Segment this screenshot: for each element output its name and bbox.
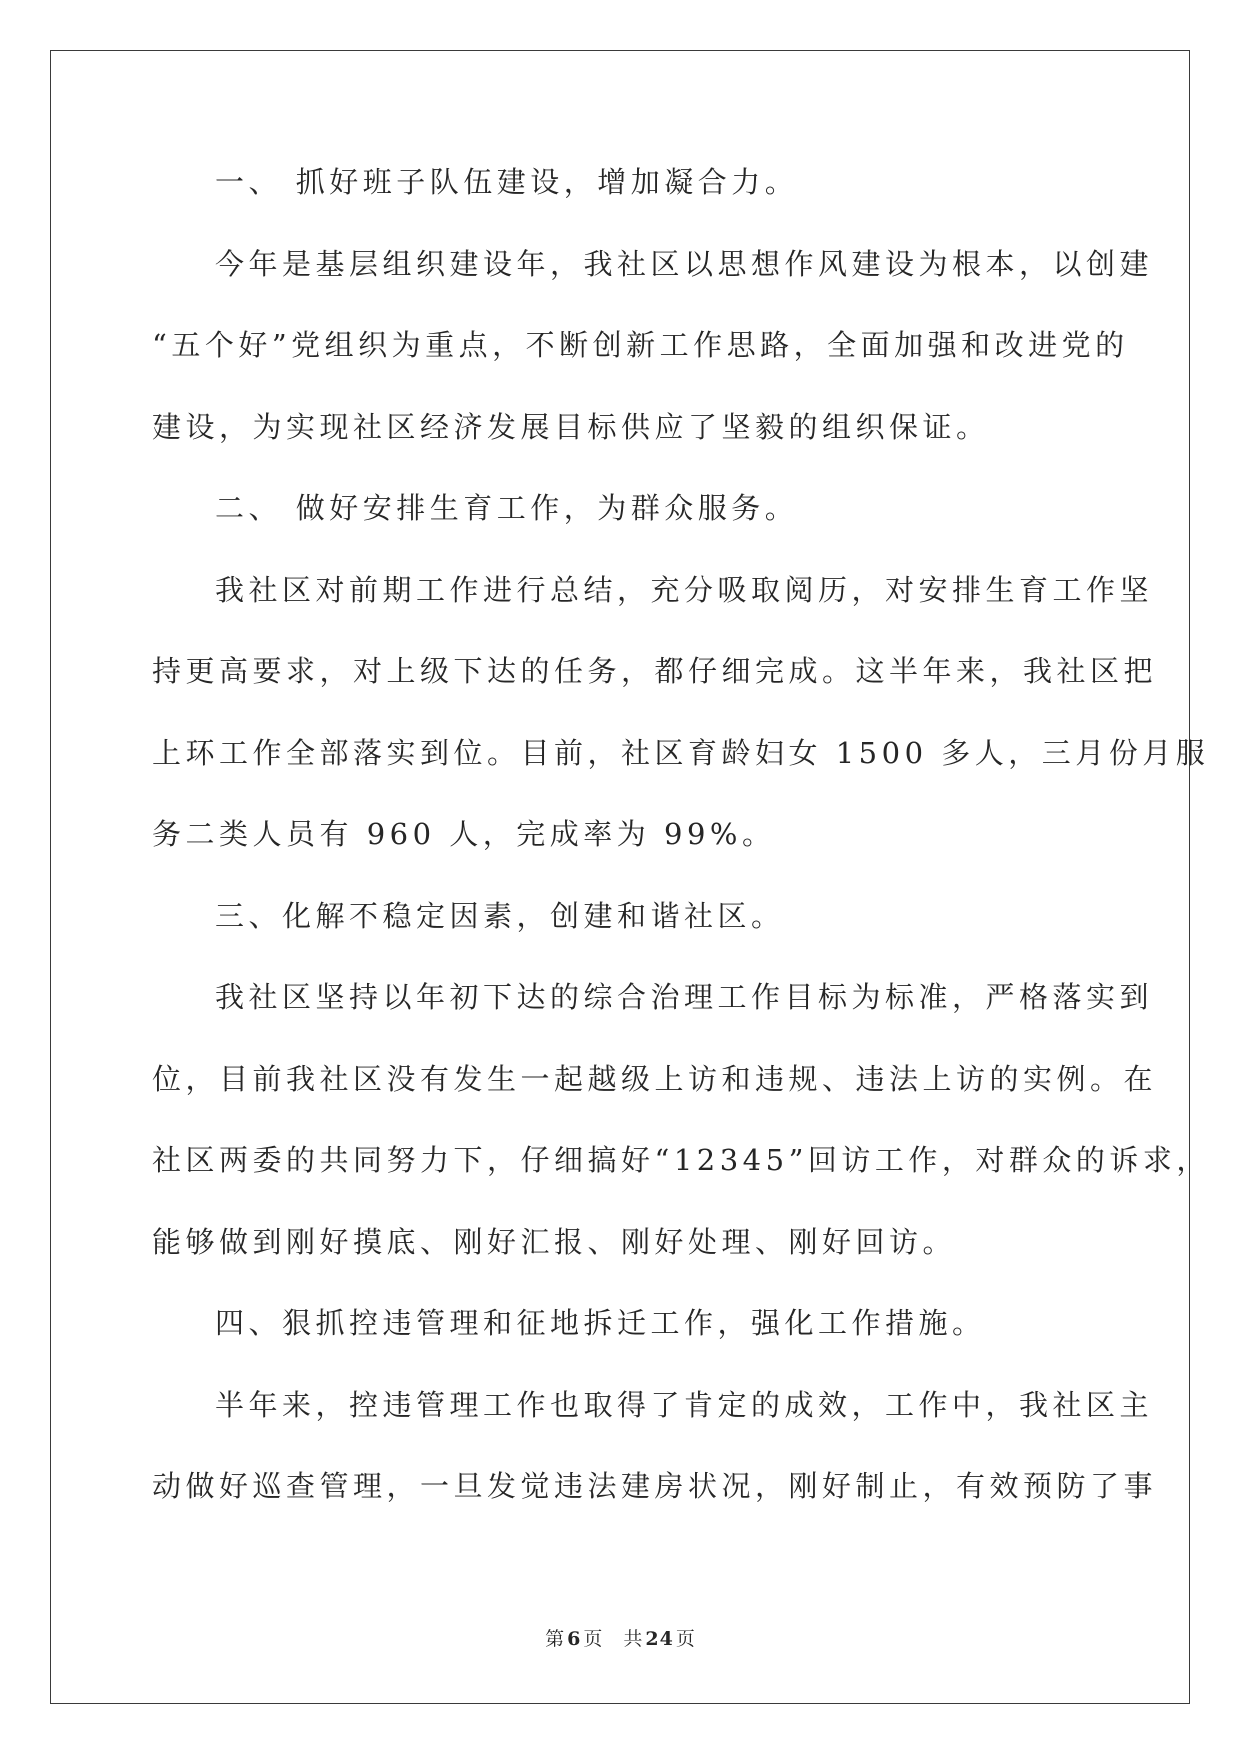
paragraph-line: 务二类人员有 960 人，完成率为 99%。 <box>152 817 776 851</box>
section-heading-4: 四、狠抓控违管理和征地拆迁工作，强化工作措施。 <box>215 1306 986 1340</box>
total-suffix: 页 <box>675 1628 696 1650</box>
document-body <box>152 162 1210 1548</box>
paragraph-line: 能够做到刚好摸底、刚好汇报、刚好处理、刚好回访。 <box>152 1224 957 1259</box>
paragraph-line: 社区两委的共同努力下，仔细搞好“12345”回访工作，对群众的诉求， <box>152 1143 1210 1177</box>
paragraph-line: 今年是基层组织建设年，我社区以思想作风建设为根本，以创建 <box>215 246 1154 281</box>
total-pages: 24 <box>645 1628 674 1650</box>
paragraph-line: “五个好”党组织为重点，不断创新工作思路，全面加强和改进党的 <box>152 328 1129 362</box>
section-heading-1: 一、 抓好班子队伍建设，增加凝合力。 <box>215 165 799 199</box>
page-prefix: 第 <box>545 1628 566 1650</box>
paragraph-line: 动做好巡查管理，一旦发觉违法建房状况，刚好制止，有效预防了事 <box>152 1469 1158 1503</box>
page-suffix: 页 <box>583 1628 604 1650</box>
page-footer <box>0 1624 1241 1651</box>
paragraph-line: 位，目前我社区没有发生一起越级上访和违规、违法上访的实例。在 <box>152 1061 1158 1096</box>
total-prefix: 共 <box>623 1628 644 1650</box>
paragraph-line: 我社区坚持以年初下达的综合治理工作目标为标准，严格落实到 <box>215 980 1154 1014</box>
section-heading-2: 二、 做好安排生育工作，为群众服务。 <box>215 491 799 525</box>
paragraph-line: 持更高要求，对上级下达的任务，都仔细完成。这半年来，我社区把 <box>152 654 1158 688</box>
paragraph-line: 上环工作全部落实到位。目前，社区育龄妇女 1500 多人，三月份月服 <box>152 735 1210 770</box>
paragraph-line: 我社区对前期工作进行总结，充分吸取阅历，对安排生育工作坚 <box>215 572 1154 607</box>
page-number: 6 <box>567 1628 582 1650</box>
section-heading-3: 三、化解不稳定因素，创建和谐社区。 <box>215 898 785 933</box>
paragraph-line: 建设，为实现社区经济发展目标供应了坚毅的组织保证。 <box>152 409 990 444</box>
paragraph-line: 半年来，控违管理工作也取得了肯定的成效，工作中，我社区主 <box>215 1387 1154 1422</box>
